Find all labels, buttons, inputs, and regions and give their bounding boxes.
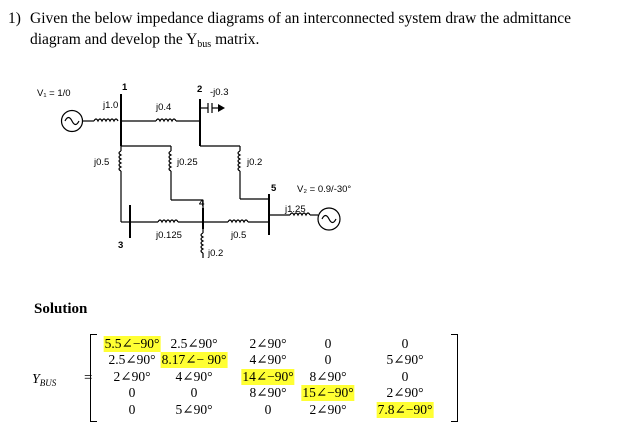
inductor-j0-5-line: [228, 220, 248, 222]
v1-label: V₁ = 1/0: [37, 88, 71, 99]
matrix-cell-r3-c1: 2∠90°: [113, 369, 151, 384]
z-shunt1-label: j0.5: [94, 157, 110, 168]
question-body: Given the below impedance diagrams of an interconnected system draw the admittance diagram and develop the Y: [30, 10, 572, 48]
matrix-cell-r1-c4: 0: [324, 336, 332, 351]
matrix-cell-r1-c2: 2.5∠90°: [170, 336, 218, 351]
z-12-label: j0.4: [156, 102, 172, 113]
matrix-cell-r2-c2: 8.17∠− 90°: [161, 352, 227, 367]
matrix-cell-r1-c3: 2∠90°: [249, 336, 287, 351]
matrix-right-bracket: [451, 334, 458, 422]
bus-1-label: 1: [122, 82, 128, 93]
matrix-cell-r5-c3: 0: [264, 402, 272, 417]
z-cap-label: -j0.3: [210, 87, 229, 98]
matrix-cell-r3-c3: 14∠−90°: [242, 369, 294, 384]
bus-5-label: 5: [271, 183, 277, 194]
inductor-j0-5-left: [119, 151, 121, 171]
matrix-cell-r4-c5: 2∠90°: [386, 385, 424, 400]
generator-1-wave: [65, 118, 79, 125]
matrix-cell-r5-c4: 2∠90°: [309, 402, 347, 417]
matrix-cell-r4-c1: 0: [128, 385, 136, 400]
solution-heading: Solution: [34, 301, 88, 317]
inductor-j0-125: [158, 220, 178, 222]
z-shunt4-label: j0.2: [208, 248, 224, 259]
matrix-cell-r1-c5: 0: [401, 336, 409, 351]
inductor-j1-0: [94, 119, 118, 121]
matrix-cell-r3-c4: 8∠90°: [309, 369, 347, 384]
matrix-left-bracket: [90, 334, 97, 422]
ybus-label: [32, 372, 56, 388]
ybus-symbol: Y: [32, 372, 40, 387]
matrix-cell-r4-c3: 8∠90°: [249, 385, 287, 400]
matrix-cell-r4-c4: 15∠−90°: [302, 385, 354, 400]
z-gen2-label: j1.25: [285, 204, 306, 215]
question-number: 1): [8, 10, 21, 27]
inductor-j0-4: [156, 119, 176, 121]
bus-3-label: 3: [118, 240, 124, 251]
matrix-cell-r5-c5: 7.8∠−90°: [377, 402, 433, 417]
matrix-cell-r1-c1: 5.5∠−90°: [104, 336, 160, 351]
v2-label: V₂ = 0.9/-30°: [297, 184, 352, 195]
matrix-cell-r2-c5: 5∠90°: [386, 352, 424, 367]
ybus-label-subscript: BUS: [39, 378, 57, 388]
z-shunt-right-label: j0.2: [247, 157, 263, 168]
z-45-label: j0.5: [231, 230, 247, 241]
ybus-subscript: bus: [197, 39, 212, 50]
inductor-j0-2-bottom: [201, 233, 203, 253]
matrix-cell-r2-c4: 0: [324, 352, 332, 367]
bus-4-label: 4: [199, 198, 205, 209]
matrix-cell-r2-c3: 4∠90°: [249, 352, 287, 367]
inductor-j0-25: [169, 151, 171, 171]
equals-sign: =: [84, 370, 93, 386]
question-end: matrix.: [211, 31, 260, 48]
matrix-cell-r5-c2: 5∠90°: [175, 402, 213, 417]
inductor-j0-2-right: [238, 151, 240, 171]
matrix-cell-r4-c2: 0: [190, 385, 198, 400]
matrix-cell-r2-c1: 2.5∠90°: [108, 352, 156, 367]
bus-2-label: 2: [197, 84, 203, 95]
z-shunt2-label: j0.25: [177, 157, 198, 168]
arrow-head: [218, 104, 225, 112]
generator-2-wave: [322, 216, 336, 223]
matrix-cell-r3-c5: 0: [401, 369, 409, 384]
matrix-cell-r5-c1: 0: [128, 402, 136, 417]
z-gen1-label: j1.0: [103, 100, 119, 111]
z-34-label: j0.125: [156, 230, 182, 241]
matrix-cell-r3-c2: 4∠90°: [175, 369, 213, 384]
